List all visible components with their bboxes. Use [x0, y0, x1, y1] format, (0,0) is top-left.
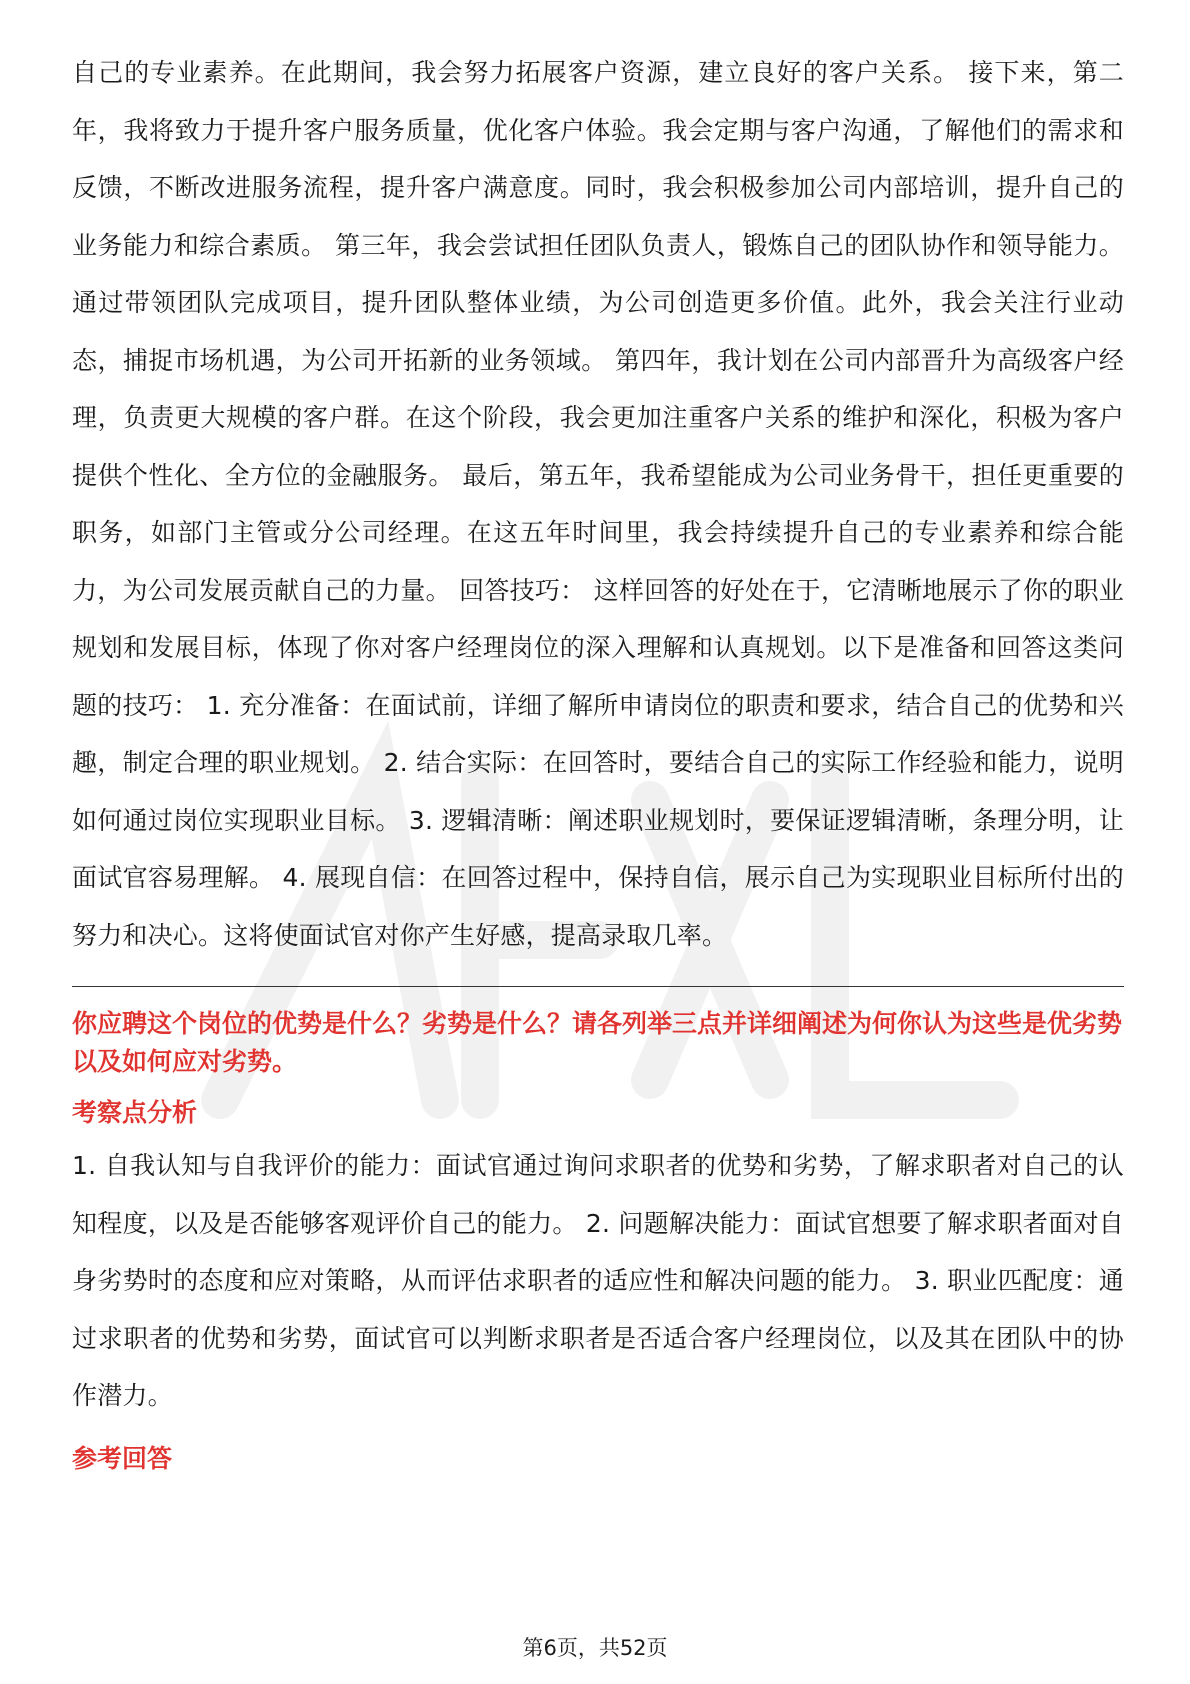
- career-plan-answer-text: 自己的专业素养。在此期间，我会努力拓展客户资源，建立良好的客户关系。 接下来，第二年，我将致力于提升客户服务质量，优化客户体验。我会定期与客户沟通，了解他们的需求和反馈，不断改进服务流程，提升客户满意度。同时，我会积极参加公司内部培训，提升自己的业务能力和综合素质。 第三年，我会尝试担任团队负责人，锻炼自己的团队协作和领导能力。通过带领团队完成项目，提升团队整体业绩，为公司创造更多价值。此外，我会关注行业动态，捕捉市场机遇，为公司开拓新的业务领域。 第四年，我计划在公司内部晋升为高级客户经理，负责更大规模的客户群。在这个阶段，我会更加注重客户关系的维护和深化，积极为客户提供个性化、全方位的金融服务。 最后，第五年，我希望能成为公司业务骨干，担任更重要的职务，如部门主管或分公司经理。在这五年时间里，我会持续提升自己的专业素养和综合能力，为公司发展贡献自己的力量。 回答技巧： 这样回答的好处在于，它清晰地展示了你的职业规划和发展目标，体现了你对客户经理岗位的深入理解和认真规划。以下是准备和回答这类问题的技巧： 1. 充分准备：在面试前，详细了解所申请岗位的职责和要求，结合自己的优势和兴趣，制定合理的职业规划。 2. 结合实际：在回答时，要结合自己的实际工作经验和能力，说明如何通过岗位实现职业目标。 3. 逻辑清晰：阐述职业规划时，要保证逻辑清晰，条理分明，让面试官容易理解。 4. 展现自信：在回答过程中，保持自信，展示自己为实现职业目标所付出的努力和决心。这将使面试官对你产生好感，提高录取几率。: [72, 58, 1124, 950]
- reference-answer-heading: 参考回答: [72, 1443, 173, 1473]
- section-divider: [72, 986, 1124, 987]
- analysis-heading: 考察点分析: [72, 1098, 198, 1127]
- page-number-footer: 第6页，共52页: [522, 1636, 668, 1660]
- analysis-text: 1. 自我认知与自我评价的能力：面试官通过询问求职者的优势和劣势，了解求职者对自己的认知程度，以及是否能够客观评价自己的能力。 2. 问题解决能力：面试官想要了解求职者面对自身劣势时的态度和应对策略，从而评估求职者的适应性和解决问题的能力。 3. 职业匹配度：通过求职者的优势和劣势，面试官可以判断求职者是否适合客户经理岗位，以及其在团队中的协作潜力。: [72, 1151, 1124, 1410]
- interview-question: 你应聘这个岗位的优势是什么？劣势是什么？请各列举三点并详细阐述为何你认为这些是优劣势以及如何应对劣势。: [72, 1009, 1123, 1076]
- document-content: [72, 44, 1124, 1477]
